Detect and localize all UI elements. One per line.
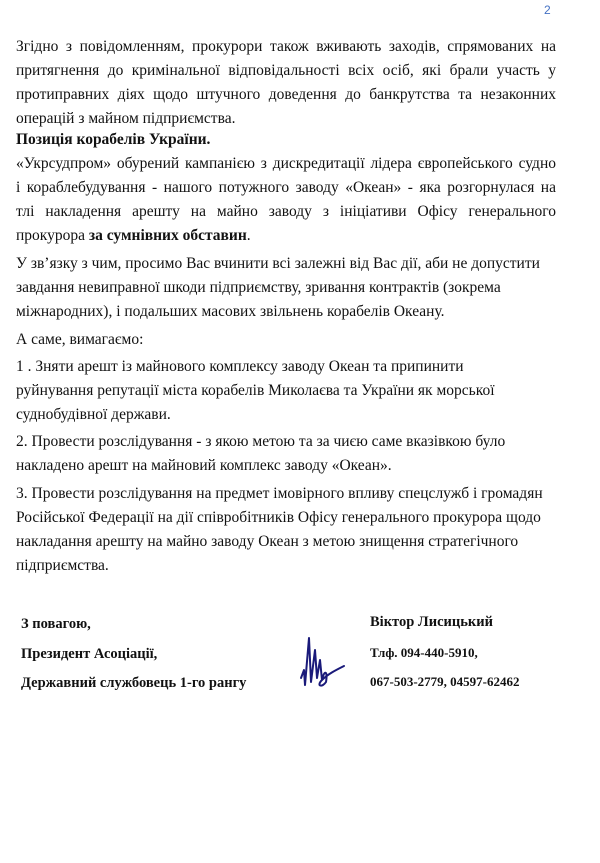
signer-name: Віктор Лисицький [370,614,493,630]
text-line: накладено арешт на майновий комплекс заводу «Океан». [16,457,392,474]
text-line: підприємства. [16,557,109,574]
page-number: 2 [544,3,551,17]
text-line: суднобудівної держави. [16,406,171,423]
text-line: Російської Федерації на дії співробітників Офісу генерального прокурора щодо [16,509,541,526]
text-bold: за сумнівних обставин [88,227,247,244]
text-line: 1 . Зняти арешт із майнового комплексу заводу Океан та припинити [16,358,464,375]
text-line: і кораблебудування - нашого потужного заводу «Океан» - яка розгорнулася на [16,179,556,196]
demand-intro: А саме, вимагаємо: [16,331,144,348]
handwritten-signature [298,630,348,690]
demand-item-1 [16,355,556,427]
paragraph-request [16,252,556,324]
text-line: 3. Провести розслідування на предмет імовірного впливу спецслужб і громадян [16,485,543,502]
demand-item-3 [16,482,556,578]
text-line: завдання невиправної шкоди підприємству, зривання контрактів (зокрема [16,279,501,296]
text-line: «Укрсудпром» обурений кампанією з дискредитації лідера європейського судно [16,155,556,172]
closing: З повагою, [21,616,91,632]
text-line: міжнародних), і подальших масових звільнень корабелів Океану. [16,303,445,320]
signer-title: Президент Асоціації, [21,645,158,662]
section-heading: Позиція корабелів України. [16,131,211,148]
text-line: операцій з майном підприємства. [16,110,236,127]
text-line: 2. Провести розслідування - з якою метою та за чиєю саме вказівкою було [16,433,506,450]
paragraph-prosecutors [16,35,556,131]
text-line [16,224,556,248]
text-line: протиправних діях щодо штучного доведення до банкрутства та незаконних [16,86,556,103]
demand-item-2 [16,430,556,478]
text-line: Згідно з повідомленням, прокурори також вживають заходів, спрямованих на [16,38,556,55]
text-line: тлі накладення арешту на майно заводу з ініціативи Офісу генерального [16,203,556,220]
signature-right [370,608,520,697]
signature-left [21,610,246,699]
text-end: . [246,227,251,244]
text-line: руйнування репутації міста корабелів Миколаєва та України як морської [16,382,495,399]
signer-rank: Державний службовець 1-го рангу [21,675,247,691]
text-normal: прокурора [16,227,89,244]
text-line: У зв’язку з чим, просимо Вас вчинити всі залежні від Вас дії, аби не допустити [16,255,540,272]
text-line: накладання арешту на майно заводу Океан з метою знищення стратегічного [16,533,519,550]
text-line: притягнення до кримінальної відповідальності всіх осіб, які брали участь у [16,62,556,79]
phone-line-1: Тлф. 094-440-5910, [370,644,478,660]
phone-line-2: 067-503-2779, 04597-62462 [370,674,520,689]
paragraph-ukrsudprom [16,152,556,248]
